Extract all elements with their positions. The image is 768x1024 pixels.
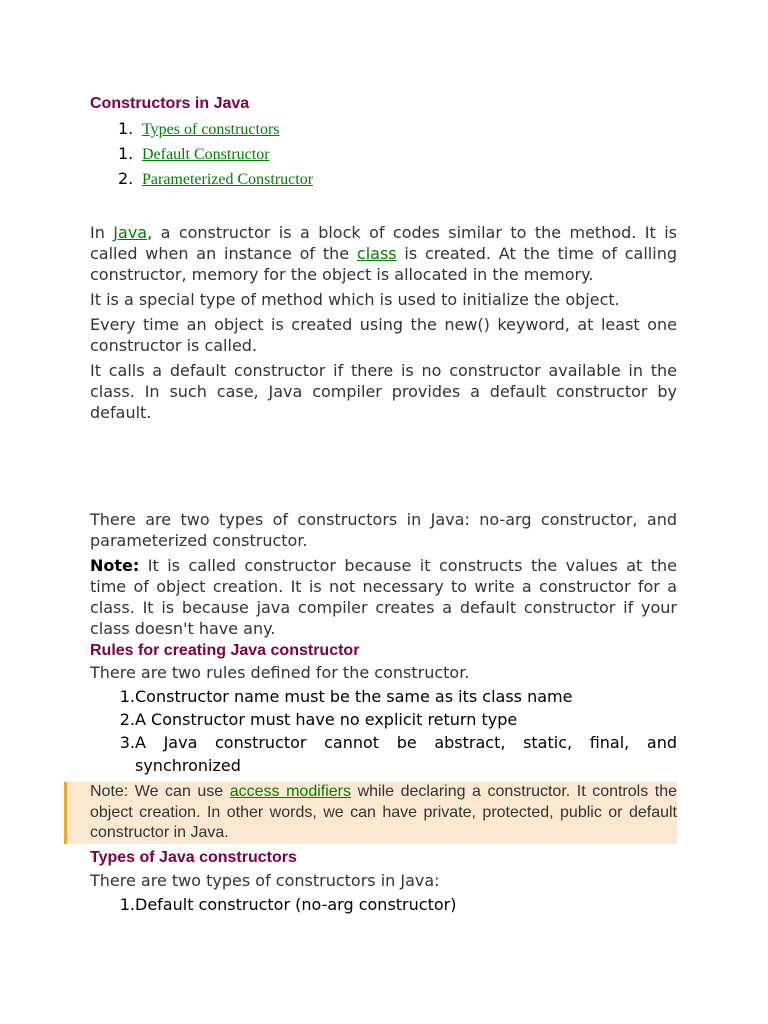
rules-intro: There are two rules defined for the constructor. [90, 663, 470, 682]
access-modifiers-link[interactable]: access modifiers [229, 783, 352, 800]
rule-text: A Constructor must have no explicit return type [135, 710, 518, 729]
toc-number: 1. [118, 119, 134, 138]
special-method-paragraph: It is a special type of method which is used to initialize the object. [90, 290, 620, 309]
types-list [90, 893, 677, 916]
text-span: In [90, 223, 114, 242]
rule-item [90, 708, 677, 731]
text-span: is created. At the time of calling constructor, memory for the object is allocated in the memory. [90, 244, 677, 284]
document-page [90, 95, 677, 423]
type-number: 1. [119, 895, 135, 914]
new-keyword-paragraph: Every time an object is created using the new() keyword, at least one constructor is called. [90, 315, 677, 355]
access-modifiers-note [64, 782, 677, 844]
rule-text: A Java constructor cannot be abstract, static, final, and synchronized [135, 733, 677, 775]
types-section [90, 509, 677, 777]
note-text: It is called constructor because it constructs the values at the time of object creation. It is not necessary to write a constructor for a class. It is because java compiler creates a default constructor if your class doesn't have any. [90, 556, 677, 638]
text-span: , a constructor is a block of codes similar to the method. It is called when an instance of the [90, 223, 677, 263]
note-box-text [90, 782, 677, 844]
heading-constructors-in-java: Constructors in Java [90, 95, 250, 112]
rule-item [90, 731, 677, 777]
toc-number: 2. [118, 169, 134, 188]
note-label: Note: [90, 556, 140, 575]
intro-paragraph [90, 222, 677, 285]
types-paragraph: There are two types of constructors in Java: no-arg constructor, and parameterized constructor. [90, 510, 677, 550]
toc-link-types[interactable]: Types of constructors [142, 121, 280, 138]
rule-number: 2. [119, 710, 135, 729]
default-constructor-paragraph: It calls a default constructor if there is no constructor available in the class. In such case, Java compiler provides a default constructor by default. [90, 361, 677, 422]
toc-item [118, 167, 677, 192]
toc-item [118, 117, 677, 142]
note-accent-bar [64, 782, 67, 844]
heading-types-of-java-constructors: Types of Java constructors [90, 849, 297, 866]
rules-list [90, 685, 677, 777]
type-text: Default constructor (no-arg constructor) [135, 895, 457, 914]
text-span: Note: We can use [90, 783, 230, 800]
toc-number: 1. [118, 144, 134, 163]
heading-rules: Rules for creating Java constructor [90, 642, 360, 659]
toc-item [118, 142, 677, 167]
rule-number: 1. [119, 687, 135, 706]
java-link[interactable]: Java [113, 223, 148, 242]
rule-text: Constructor name must be the same as its class name [135, 687, 573, 706]
note-paragraph [90, 555, 677, 639]
class-link[interactable]: class [356, 244, 397, 263]
type-item [90, 893, 677, 916]
types-of-constructors-section [90, 849, 677, 916]
types-intro: There are two types of constructors in Java: [90, 871, 440, 890]
table-of-contents [90, 117, 677, 192]
text-span: while declaring a constructor. It controls the object creation. In other words, we can have private, protected, public or default constructor in Java. [90, 783, 678, 841]
toc-link-default[interactable]: Default Constructor [142, 146, 270, 163]
rule-item [90, 685, 677, 708]
toc-link-parameterized[interactable]: Parameterized Constructor [142, 171, 314, 188]
rule-number: 3. [119, 733, 135, 752]
